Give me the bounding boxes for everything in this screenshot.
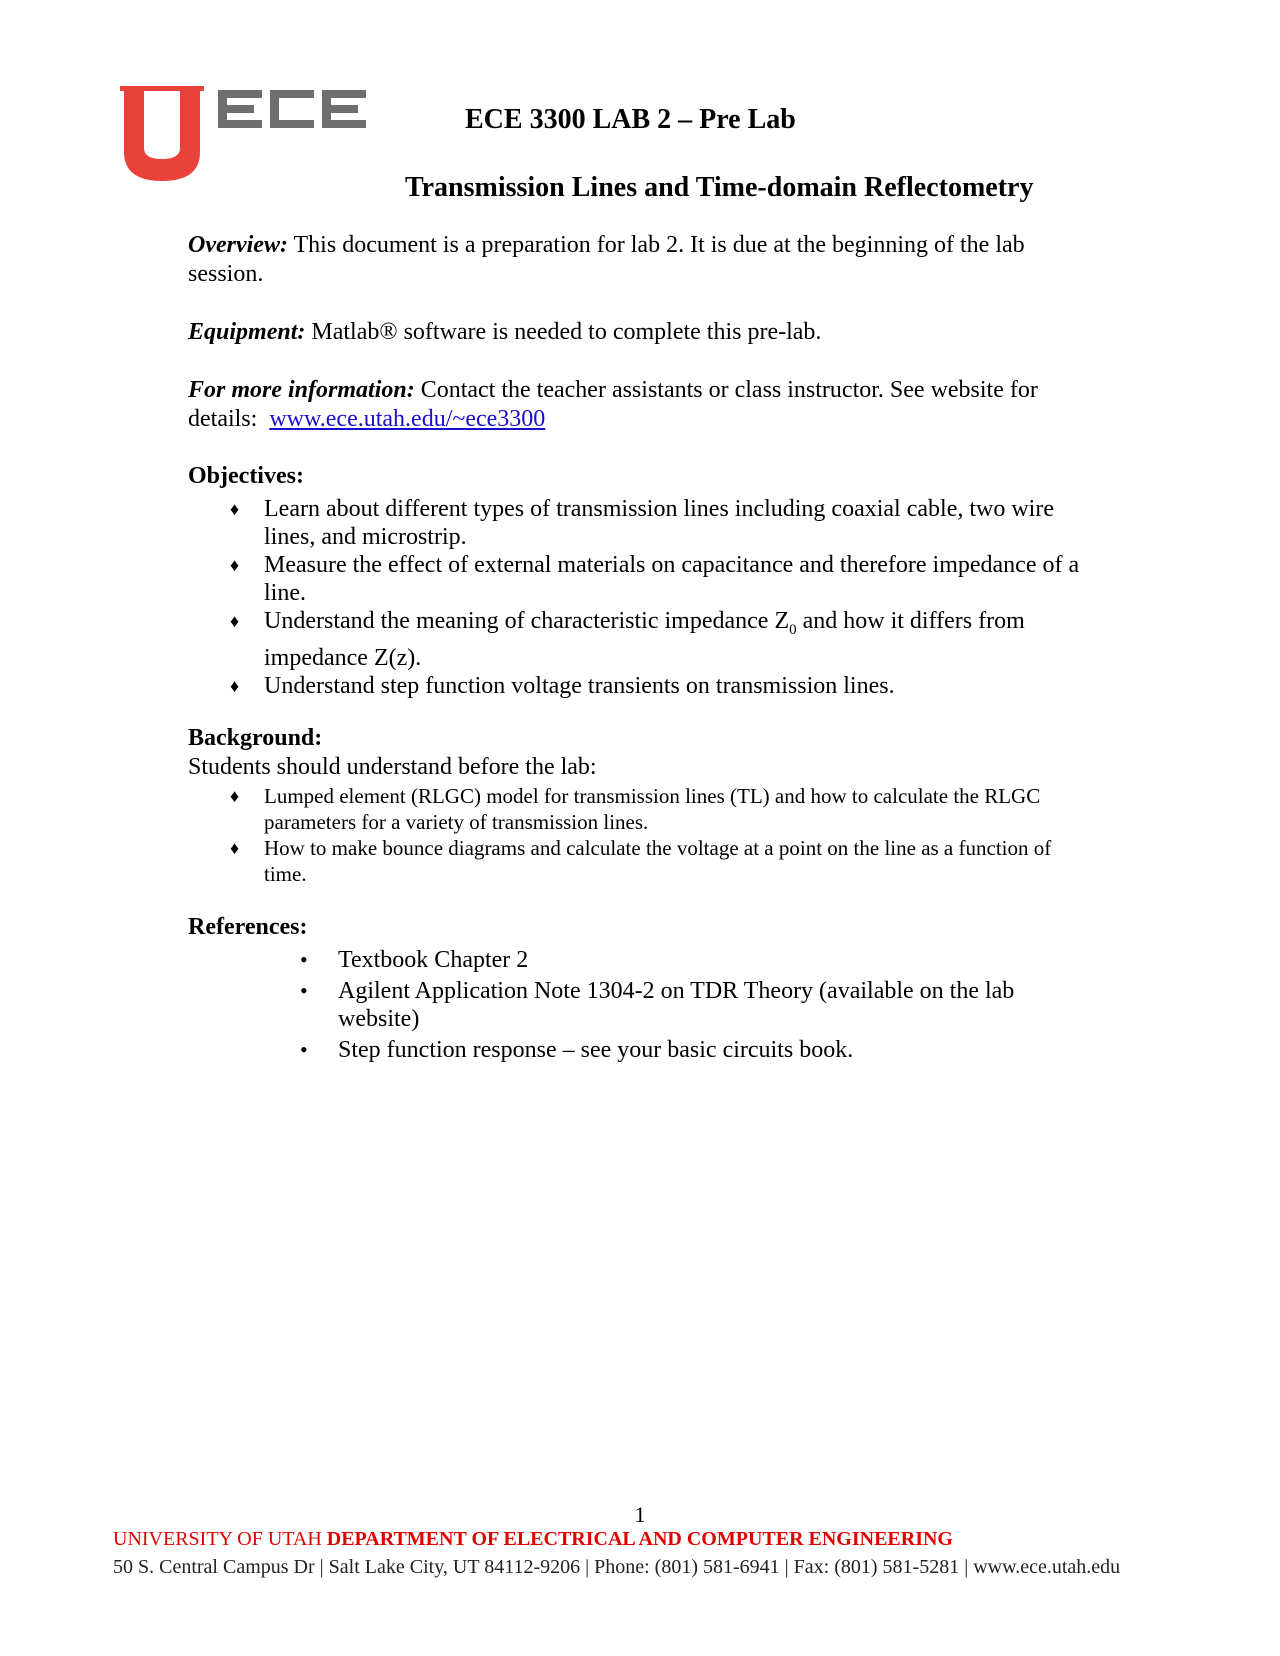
diamond-bullet-icon: ♦	[230, 555, 240, 575]
diamond-bullet-icon: ♦	[230, 611, 240, 631]
references-heading: References:	[188, 914, 308, 940]
list-item: • Step function response – see your basic circuits book.	[300, 1037, 854, 1063]
background-intro: Students should understand before the lab:	[188, 754, 597, 780]
list-item: ♦ Measure the effect of external materials on capacitance and therefore impedance of a line.	[230, 552, 1080, 606]
footer-institution	[113, 1528, 953, 1551]
document-title: ECE 3300 LAB 2 – Pre Lab	[465, 104, 796, 135]
diamond-bullet-icon: ♦	[230, 499, 240, 519]
more-info-label: For more information:	[188, 377, 415, 403]
website-link[interactable]: www.ece.utah.edu/~ece3300	[269, 406, 546, 432]
more-info-paragraph	[188, 376, 1088, 434]
more-info-text: Contact the teacher assistants or class instructor. See website for details:	[188, 377, 1044, 432]
list-item: ♦ Lumped element (RLGC) model for transmission lines (TL) and how to calculate the RLGC parameters for a variety of transmission lines.	[230, 784, 1041, 834]
diamond-bullet-icon: ♦	[230, 786, 240, 806]
diamond-bullet-icon: ♦	[230, 675, 240, 696]
document-subtitle: Transmission Lines and Time-domain Reflectometry	[405, 172, 1034, 203]
diamond-bullet-icon: ♦	[230, 838, 240, 858]
list-item: ♦ Understand step function voltage transients on transmission lines.	[230, 672, 895, 699]
equipment-label: Equipment:	[188, 319, 306, 345]
utah-u-logo-mark	[120, 86, 204, 181]
overview-label: Overview:	[188, 232, 288, 258]
objectives-heading: Objectives:	[188, 463, 304, 489]
footer-university: UNIVERSITY OF UTAH	[113, 1528, 322, 1550]
page-number: 1	[634, 1502, 646, 1527]
overview-text: This document is a preparation for lab 2. It is due at the beginning of the lab session.	[188, 232, 1025, 287]
list-item: • Textbook Chapter 2	[300, 947, 529, 973]
footer-address: 50 S. Central Campus Dr | Salt Lake City, UT 84112-9206 | Phone: (801) 581-6941 | Fax: (801) 581-5281 | www.ece.utah.edu	[113, 1556, 1121, 1578]
background-list	[228, 783, 1098, 887]
equipment-paragraph	[188, 318, 1088, 347]
dot-bullet-icon: •	[300, 978, 308, 1003]
dot-bullet-icon: •	[300, 947, 308, 972]
equipment-text: Matlab® software is needed to complete this pre-lab.	[305, 319, 822, 345]
overview-paragraph	[188, 231, 1088, 289]
ece-letters	[218, 90, 366, 128]
list-item: ♦ How to make bounce diagrams and calculate the voltage at a point on the line as a function of time.	[230, 836, 1052, 886]
list-item: ♦ Learn about different types of transmission lines including coaxial cable, two wire lines, and microstrip.	[230, 496, 1054, 550]
utah-ece-logo	[120, 86, 378, 181]
background-heading: Background:	[188, 725, 323, 751]
references-list	[300, 946, 1070, 1064]
footer-department: DEPARTMENT OF ELECTRICAL AND COMPUTER ENGINEERING	[321, 1528, 953, 1550]
objectives-list	[228, 495, 1098, 700]
list-item: ♦ Understand the meaning of characteristic impedance $Z_0$ and how it differs from impedance Z(z).	[230, 608, 1025, 671]
list-item: • Agilent Application Note 1304-2 on TDR Theory (available on the lab website)	[300, 978, 1015, 1032]
dot-bullet-icon: •	[300, 1037, 308, 1062]
